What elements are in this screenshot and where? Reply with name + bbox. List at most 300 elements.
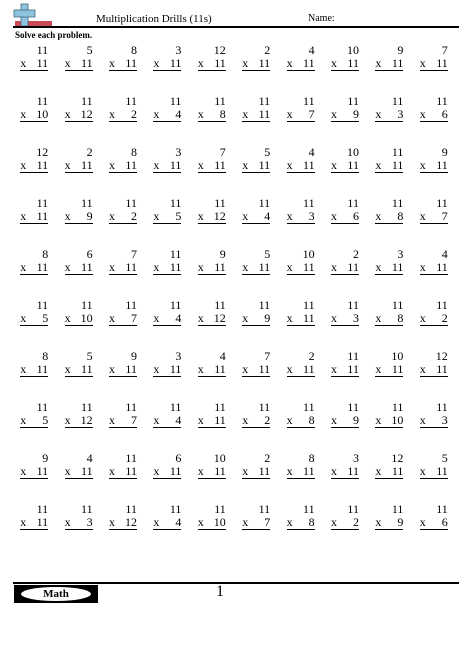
multiply-operator: x [286,515,293,529]
problem-stack [242,95,270,122]
multiplicand: 11 [258,298,271,312]
problem [323,299,367,350]
multiplicand: 11 [347,94,359,108]
problem [323,44,367,95]
multiplicand: 10 [213,451,226,465]
multiply-operator: x [242,311,249,325]
problem [412,401,456,452]
problem [145,95,189,146]
multiplier: 11 [258,107,271,121]
multiply-operator: x [242,515,249,529]
multiplier: 10 [36,107,49,121]
multiply-operator: x [197,515,204,529]
problem-stack [331,197,359,224]
multiply-operator: x [330,56,337,70]
multiplicand: 4 [86,451,93,465]
multiplier: 7 [441,209,448,223]
multiplicand: 5 [441,451,448,465]
multiplier: 9 [86,209,93,223]
problem [234,197,278,248]
multiplier-line [198,414,226,428]
problem-stack [242,401,270,428]
problem-stack [109,299,137,326]
problem-stack [65,197,93,224]
problem [278,95,322,146]
multiply-operator: x [419,56,426,70]
problem-stack [65,146,93,173]
multiplicand: 11 [36,196,49,210]
multiplier: 11 [303,158,315,172]
multiplier-line [420,414,448,428]
multiply-operator: x [286,209,293,223]
multiplier-line [242,465,270,479]
multiplier-line [375,210,403,224]
multiplier: 6 [352,209,359,223]
multiply-operator: x [108,56,115,70]
multiply-operator: x [419,260,426,274]
problem [278,503,322,554]
multiplier: 7 [264,515,271,529]
problem [101,452,145,503]
problem [323,197,367,248]
problem-stack [20,248,48,275]
multiplicand: 9 [397,43,404,57]
multiplier: 11 [169,158,182,172]
multiplier-line [65,363,93,377]
multiplicand: 6 [86,247,93,261]
multiply-operator: x [108,515,115,529]
multiplier: 11 [81,56,93,70]
problem-stack [242,350,270,377]
multiply-operator: x [153,158,160,172]
problem [278,44,322,95]
multiplier-line [420,465,448,479]
multiply-operator: x [20,56,27,70]
problem-stack [109,401,137,428]
problem-stack [420,146,448,173]
multiplicand: 11 [436,298,448,312]
multiplier: 11 [436,362,448,376]
multiply-operator: x [330,413,337,427]
problem-stack [65,299,93,326]
multiplier-line [153,312,181,326]
problem-stack [420,299,448,326]
multiplicand: 12 [213,43,226,57]
multiplier-line [287,363,315,377]
problem [278,299,322,350]
multiplicand: 11 [36,94,49,108]
problem-stack [198,248,226,275]
multiplier-line [109,210,137,224]
problem-stack [420,197,448,224]
multiplier-line [375,414,403,428]
problem-stack [65,452,93,479]
multiply-operator: x [108,413,115,427]
problem [145,248,189,299]
problem [101,401,145,452]
multiplier-line [242,57,270,71]
multiplier: 11 [391,158,404,172]
multiplier-line [20,210,48,224]
problem-stack [242,44,270,71]
multiplier: 11 [303,311,315,325]
multiplicand: 11 [391,400,404,414]
multiplier-line [242,261,270,275]
multiplier: 8 [219,107,226,121]
multiplicand: 11 [81,502,93,516]
multiplicand: 5 [264,145,271,159]
multiply-operator: x [375,260,382,274]
multiplier-line [331,414,359,428]
problem-stack [375,197,403,224]
multiply-operator: x [153,413,160,427]
worksheet-title: Multiplication Drills (11s) [96,13,212,25]
multiply-operator: x [197,464,204,478]
multiplier: 11 [391,464,404,478]
footer-divider [13,582,459,584]
problem-stack [65,503,93,530]
multiplicand: 11 [303,94,315,108]
multiply-operator: x [108,158,115,172]
multiply-operator: x [330,260,337,274]
problem [367,299,411,350]
multiplier: 9 [397,515,404,529]
multiplier: 3 [352,311,359,325]
multiplier: 8 [397,209,404,223]
multiplier: 11 [81,362,93,376]
problem-stack [287,503,315,530]
multiplier: 2 [441,311,448,325]
multiplier: 11 [36,362,49,376]
multiplicand: 11 [391,145,404,159]
multiplier-line [420,261,448,275]
multiplier-line [65,465,93,479]
multiply-operator: x [286,362,293,376]
multiplier: 11 [81,260,93,274]
multiply-operator: x [64,260,71,274]
multiply-operator: x [64,158,71,172]
multiplier: 2 [352,515,359,529]
multiplicand: 8 [130,145,137,159]
multiplier-line [109,108,137,122]
multiply-operator: x [419,158,426,172]
multiplicand: 5 [264,247,271,261]
multiplicand: 11 [214,502,226,516]
multiplicand: 11 [169,400,182,414]
problem-stack [331,503,359,530]
multiply-operator: x [153,260,160,274]
problem [367,248,411,299]
multiplicand: 11 [436,400,448,414]
multiplicand: 9 [42,451,49,465]
problem [234,146,278,197]
multiply-operator: x [153,209,160,223]
multiplier-line [331,210,359,224]
page-number: 1 [216,583,224,600]
multiplier: 3 [86,515,93,529]
problem-stack [375,401,403,428]
multiplier-line [242,516,270,530]
problem-stack [331,146,359,173]
multiplicand: 11 [125,298,137,312]
problem [101,299,145,350]
multiplicand: 11 [81,196,93,210]
multiplicand: 11 [258,196,271,210]
multiplier: 11 [125,362,137,376]
problem [145,44,189,95]
multiply-operator: x [330,311,337,325]
multiplier-line [20,57,48,71]
multiplier: 11 [36,464,49,478]
multiply-operator: x [286,56,293,70]
multiplicand: 10 [391,349,404,363]
problem-stack [375,44,403,71]
multiplier-line [20,261,48,275]
problem-stack [242,248,270,275]
multiply-operator: x [197,209,204,223]
problem [234,452,278,503]
problem-stack [20,350,48,377]
multiply-operator: x [197,107,204,121]
multiplicand: 11 [258,502,271,516]
problem-stack [109,248,137,275]
multiplicand: 2 [264,43,271,57]
problem-stack [287,401,315,428]
problem-stack [287,197,315,224]
multiplier: 2 [130,209,137,223]
problem [190,503,234,554]
multiplicand: 2 [264,451,271,465]
multiplier: 11 [391,362,404,376]
multiplier-line [198,108,226,122]
multiplier: 11 [436,464,448,478]
multiply-operator: x [153,362,160,376]
multiply-operator: x [419,209,426,223]
multiplier-line [375,312,403,326]
problem-stack [109,44,137,71]
multiplier: 11 [169,260,182,274]
multiply-operator: x [242,158,249,172]
multiply-operator: x [330,107,337,121]
multiplicand: 11 [169,502,182,516]
problem-stack [20,299,48,326]
multiplier-line [65,210,93,224]
multiplier: 9 [352,107,359,121]
problem [101,350,145,401]
multiplier: 11 [125,260,137,274]
multiply-operator: x [64,209,71,223]
multiplier: 11 [214,362,226,376]
problem-stack [198,44,226,71]
problem [412,197,456,248]
multiplier: 11 [347,260,359,274]
problem [367,452,411,503]
problem-stack [375,248,403,275]
problem [145,299,189,350]
multiplier: 4 [175,515,182,529]
multiply-operator: x [64,362,71,376]
multiplier: 11 [391,56,404,70]
multiplier: 11 [258,362,271,376]
multiplicand: 12 [391,451,404,465]
multiplicand: 8 [42,247,49,261]
problem [56,248,100,299]
problem [234,44,278,95]
multiplicand: 11 [258,400,271,414]
multiply-operator: x [242,56,249,70]
multiplier-line [287,108,315,122]
problem [190,350,234,401]
multiplier: 12 [80,413,93,427]
multiplicand: 11 [347,349,359,363]
problem [323,401,367,452]
multiplicand: 11 [303,502,315,516]
multiplier-line [109,312,137,326]
multiply-operator: x [242,260,249,274]
multiplier: 11 [303,56,315,70]
multiplicand: 3 [352,451,359,465]
problem-stack [331,299,359,326]
problem-stack [198,350,226,377]
multiplier-line [242,363,270,377]
multiplicand: 9 [219,247,226,261]
problem [190,299,234,350]
multiplicand: 7 [441,43,448,57]
problem-stack [109,452,137,479]
multiplier-line [198,516,226,530]
multiplicand: 11 [347,298,359,312]
multiplier: 8 [308,515,315,529]
multiplier-line [242,414,270,428]
problem [367,401,411,452]
multiplier: 11 [214,413,226,427]
multiply-operator: x [20,362,27,376]
multiply-operator: x [108,311,115,325]
multiplier-line [20,516,48,530]
problem [145,503,189,554]
problem-stack [153,248,181,275]
problem [367,350,411,401]
multiplier-line [420,57,448,71]
subject-badge: Math [21,587,91,601]
multiplier: 5 [42,413,49,427]
multiplier: 11 [258,56,271,70]
multiplier-line [287,312,315,326]
multiplier: 11 [169,362,182,376]
problem [12,44,56,95]
problem-stack [65,248,93,275]
problem [323,248,367,299]
problem-stack [287,350,315,377]
problem [190,452,234,503]
multiplier: 11 [81,158,93,172]
multiplier-line [65,516,93,530]
problem-stack [242,299,270,326]
multiplier-line [198,261,226,275]
multiplicand: 2 [308,349,315,363]
multiplicand: 11 [125,196,137,210]
multiply-operator: x [242,464,249,478]
multiply-operator: x [64,515,71,529]
multiply-operator: x [20,209,27,223]
problem [56,146,100,197]
problem [145,401,189,452]
multiply-operator: x [108,260,115,274]
multiply-operator: x [64,311,71,325]
multiplier-line [65,312,93,326]
multiplicand: 3 [175,349,182,363]
plus-cross-logo-icon [12,2,52,28]
multiplicand: 11 [347,196,359,210]
multiply-operator: x [330,464,337,478]
multiplier-line [331,108,359,122]
multiplier-line [20,159,48,173]
multiplier-line [20,414,48,428]
multiply-operator: x [197,362,204,376]
multiplier: 4 [264,209,271,223]
multiplicand: 11 [169,247,182,261]
multiplier: 11 [36,260,49,274]
problem [56,95,100,146]
multiplicand: 7 [130,247,137,261]
problem [278,452,322,503]
multiplier-line [153,210,181,224]
multiplicand: 12 [435,349,448,363]
problem [56,452,100,503]
multiply-operator: x [375,311,382,325]
multiply-operator: x [153,515,160,529]
multiply-operator: x [375,413,382,427]
problem [190,401,234,452]
multiplier: 9 [352,413,359,427]
problem [234,350,278,401]
multiply-operator: x [330,209,337,223]
problem-stack [375,95,403,122]
multiplier-line [420,516,448,530]
multiplier: 11 [36,515,49,529]
multiplier: 11 [125,464,137,478]
multiplier: 11 [303,464,315,478]
multiplicand: 11 [347,400,359,414]
problem [367,146,411,197]
problem-stack [198,452,226,479]
multiplicand: 3 [175,43,182,57]
multiplicand: 2 [86,145,93,159]
multiply-operator: x [286,413,293,427]
multiplier: 7 [130,413,137,427]
multiplier: 11 [303,260,315,274]
multiplier-line [65,261,93,275]
problem-stack [153,95,181,122]
problem [145,146,189,197]
problem-stack [153,146,181,173]
multiplicand: 8 [42,349,49,363]
problem-stack [109,146,137,173]
problem-stack [198,95,226,122]
problem-stack [420,452,448,479]
problem [412,452,456,503]
multiplicand: 5 [86,43,93,57]
problem [101,95,145,146]
multiply-operator: x [197,413,204,427]
problem [367,44,411,95]
multiplicand: 11 [169,298,182,312]
multiply-operator: x [64,56,71,70]
problem-stack [375,503,403,530]
multiplicand: 11 [169,94,182,108]
problem-stack [153,401,181,428]
multiply-operator: x [64,464,71,478]
